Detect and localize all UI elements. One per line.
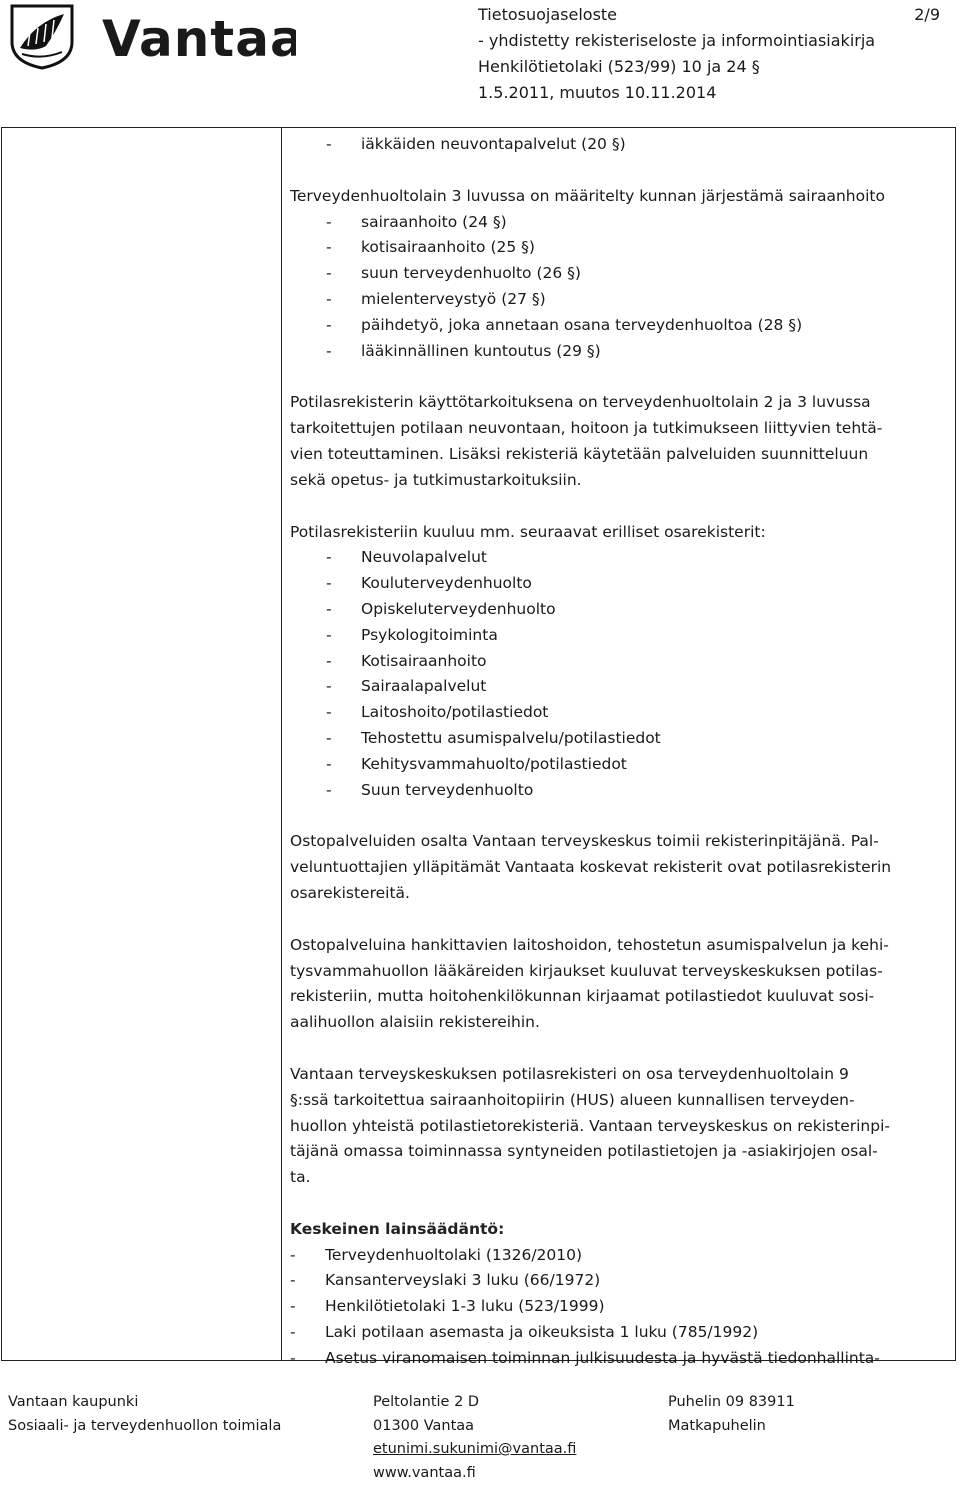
document-law: Henkilötietolaki (523/99) 10 ja 24 §	[478, 54, 948, 80]
paragraph-line: rekisteriin, mutta hoitohenkilökunnan kirjaamat potilastiedot kuuluvat sosi-	[290, 984, 950, 1010]
list-item: - sairaanhoito (24 §)	[290, 210, 950, 236]
paragraph-line: täjänä omassa toiminnassa syntyneiden potilastietojen ja -asiakirjojen osal-	[290, 1139, 950, 1165]
footer-email-link[interactable]: etunimi.sukunimi@vantaa.fi	[373, 1441, 576, 1457]
list-item: - Opiskeluterveydenhuolto	[290, 597, 950, 623]
page-number: 2/9	[914, 2, 940, 28]
paragraph-line: tarkoitettujen potilaan neuvontaan, hoitoon ja tutkimukseen liittyvien tehtä-	[290, 416, 950, 442]
footer-organization	[8, 1391, 281, 1438]
footer-mobile: Matkapuhelin	[668, 1415, 795, 1439]
document-title: Tietosuojaseloste	[478, 2, 948, 28]
paragraph-line: veluntuottajien ylläpitämät Vantaata koskevat rekisterit ovat potilasrekisterin	[290, 855, 950, 881]
paragraph-line: Ostopalveluiden osalta Vantaan terveyskeskus toimii rekisterinpitäjänä. Pal-	[290, 829, 950, 855]
footer-phone	[668, 1391, 795, 1438]
list-item: - iäkkäiden neuvontapalvelut (20 §)	[290, 132, 950, 158]
paragraph-line: ta.	[290, 1165, 950, 1191]
list-item: - mielenterveystyö (27 §)	[290, 287, 950, 313]
list-item: - Sairaalapalvelut	[290, 674, 950, 700]
footer-street: Peltolantie 2 D	[373, 1391, 576, 1415]
vantaa-logo	[6, 2, 296, 70]
list-item: - Kehitysvammahuolto/potilastiedot	[290, 752, 950, 778]
footer-org-name: Vantaan kaupunki	[8, 1391, 281, 1415]
list-item: - Henkilötietolaki 1-3 luku (523/1999)	[290, 1294, 950, 1320]
footer-address	[373, 1391, 576, 1485]
list-item: - päihdetyö, joka annetaan osana terveydenhuoltoa (28 §)	[290, 313, 950, 339]
column-divider	[281, 128, 282, 1360]
list-item: - kotisairaanhoito (25 §)	[290, 235, 950, 261]
list-item: - Kotisairaanhoito	[290, 649, 950, 675]
main-content	[290, 132, 950, 1372]
paragraph-line: vien toteuttaminen. Lisäksi rekisteriä käytetään palveluiden suunnitteluun	[290, 442, 950, 468]
footer-web[interactable]: www.vantaa.fi	[373, 1462, 576, 1485]
paragraph-line: Potilasrekisterin käyttötarkoituksena on terveydenhuoltolain 2 ja 3 luvussa	[290, 390, 950, 416]
paragraph-line: Vantaan terveyskeskuksen potilasrekisteri on osa terveydenhuoltolain 9	[290, 1062, 950, 1088]
list-item: - Tehostettu asumispalvelu/potilastiedot	[290, 726, 950, 752]
footer-city: 01300 Vantaa	[373, 1415, 576, 1439]
footer-org-unit: Sosiaali- ja terveydenhuollon toimiala	[8, 1415, 281, 1439]
footer-phone-number: Puhelin 09 83911	[668, 1391, 795, 1415]
paragraph-line: Ostopalveluina hankittavien laitoshoidon, tehostetun asumispalvelun ja kehi-	[290, 933, 950, 959]
list-item: - suun terveydenhuolto (26 §)	[290, 261, 950, 287]
paragraph-line: sekä opetus- ja tutkimustarkoituksiin.	[290, 468, 950, 494]
document-date: 1.5.2011, muutos 10.11.2014	[478, 80, 948, 106]
logo-text: Vantaa	[102, 10, 296, 68]
paragraph: Potilasrekisteriin kuuluu mm. seuraavat erilliset osarekisterit:	[290, 520, 950, 546]
list-item: - Kouluterveydenhuolto	[290, 571, 950, 597]
paragraph-line: §:ssä tarkoitettua sairaanhoitopiirin (HUS) alueen kunnallisen terveyden-	[290, 1088, 950, 1114]
coat-of-arms-icon	[12, 6, 72, 68]
paragraph-line: osarekistereitä.	[290, 881, 950, 907]
list-item: - Laki potilaan asemasta ja oikeuksista 1 luku (785/1992)	[290, 1320, 950, 1346]
list-item: - Neuvolapalvelut	[290, 545, 950, 571]
list-item: - lääkinnällinen kuntoutus (29 §)	[290, 339, 950, 365]
paragraph-line: aalihuollon alaisiin rekistereihin.	[290, 1010, 950, 1036]
document-header	[478, 2, 948, 106]
paragraph-line: huollon yhteistä potilastietorekisteriä. Vantaan terveyskeskus on rekisterinpi-	[290, 1114, 950, 1140]
paragraph-line: tysvammahuollon lääkäreiden kirjaukset kuuluvat terveyskeskuksen potilas-	[290, 959, 950, 985]
section-heading: Keskeinen lainsäädäntö:	[290, 1217, 950, 1243]
list-item: - Suun terveydenhuolto	[290, 778, 950, 804]
list-item: - Kansanterveyslaki 3 luku (66/1972)	[290, 1268, 950, 1294]
list-item: - Laitoshoito/potilastiedot	[290, 700, 950, 726]
paragraph: Terveydenhuoltolain 3 luvussa on määritelty kunnan järjestämä sairaanhoito	[290, 184, 950, 210]
list-item: - Asetus viranomaisen toiminnan julkisuudesta ja hyvästä tiedonhallinta-	[290, 1346, 950, 1372]
list-item: - Psykologitoiminta	[290, 623, 950, 649]
list-item: - Terveydenhuoltolaki (1326/2010)	[290, 1243, 950, 1269]
document-subtitle: - yhdistetty rekisteriseloste ja informointiasiakirja	[478, 28, 948, 54]
